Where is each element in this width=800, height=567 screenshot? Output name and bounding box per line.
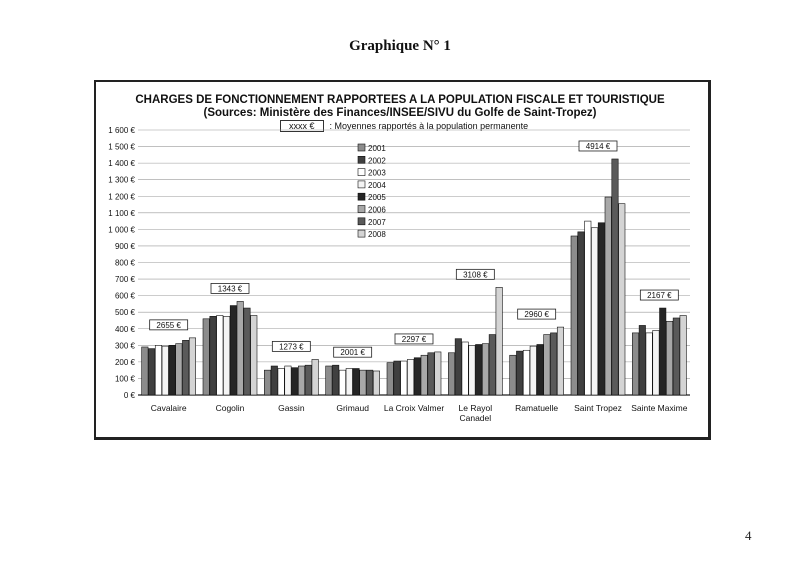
average-label: 2167 € (647, 291, 672, 301)
bar (571, 236, 577, 395)
legend-label: 2002 (368, 156, 386, 166)
bar (660, 308, 666, 395)
bar (271, 366, 277, 395)
bar (217, 316, 223, 396)
y-tick-label: 200 € (114, 357, 135, 367)
y-tick-label: 0 € (123, 391, 135, 400)
bar (373, 371, 379, 395)
bar (421, 355, 427, 395)
y-tick-label: 100 € (114, 374, 135, 384)
x-tick-label: Canadel (459, 413, 492, 423)
legend-swatch (358, 230, 365, 237)
bar (591, 228, 597, 395)
bar (639, 325, 645, 395)
page-title: Graphique N° 1 (349, 38, 451, 54)
bar (537, 344, 543, 395)
bar (394, 361, 400, 395)
bar (237, 301, 243, 395)
average-note-text: : Moyennes rapportés à la population permanente (329, 121, 529, 131)
bar (223, 316, 229, 395)
bar (264, 370, 270, 395)
legend-swatch (358, 156, 365, 163)
legend-swatch (358, 206, 365, 213)
average-label: 2960 € (524, 310, 549, 320)
bar (578, 232, 584, 395)
x-tick-label: La Croix Valmer (383, 403, 445, 413)
bar (346, 369, 352, 396)
legend-label: 2003 (368, 168, 386, 178)
bar (360, 370, 366, 395)
bar (142, 347, 148, 395)
bar (680, 316, 686, 396)
chart-subtitle: (Sources: Ministère des Finances/INSEE/SIVU du Golfe de Saint-Tropez) (203, 107, 597, 119)
bar (585, 221, 591, 395)
bar (632, 333, 638, 395)
bar (326, 366, 332, 395)
bar (619, 204, 625, 395)
bar (366, 370, 372, 395)
bar (182, 340, 188, 395)
bar (251, 316, 257, 396)
bar (476, 344, 482, 395)
legend-swatch (358, 169, 365, 176)
y-tick-label: 1 400 € (108, 159, 135, 169)
bar (435, 352, 441, 395)
x-tick-label: Saint Tropez (574, 403, 622, 413)
y-tick-label: 1 200 € (108, 192, 135, 202)
bar (510, 355, 516, 395)
y-tick-label: 800 € (114, 258, 135, 268)
average-label: 4914 € (585, 141, 611, 151)
x-tick-label: Cogolin (215, 403, 245, 413)
average-label: 2297 € (401, 334, 427, 344)
bar (523, 350, 529, 395)
bar (332, 365, 338, 395)
bar (598, 223, 604, 395)
bar (278, 369, 284, 396)
bar (162, 346, 168, 395)
y-tick-label: 500 € (114, 308, 135, 318)
bar (612, 159, 618, 395)
bar (653, 330, 659, 395)
bar (292, 368, 298, 395)
y-tick-label: 1 500 € (108, 142, 135, 152)
legend-label: 2008 (368, 230, 386, 240)
x-tick-label: Grimaud (336, 403, 369, 413)
legend-label: 2006 (368, 205, 386, 215)
legend-swatch (358, 193, 365, 200)
x-tick-label: Le Rayol (458, 403, 493, 413)
bar (557, 327, 563, 395)
bar (176, 344, 182, 395)
bar (189, 338, 195, 395)
y-tick-label: 900 € (114, 241, 135, 251)
bar (428, 353, 434, 395)
bar (530, 346, 536, 395)
bar (544, 335, 550, 395)
average-label: 3108 € (463, 270, 488, 280)
chart-title: CHARGES DE FONCTIONNEMENT RAPPORTEES A LA POPULATION FISCALE ET TOURISTIQUE (135, 94, 665, 106)
legend-swatch (358, 218, 365, 225)
bar (285, 366, 291, 395)
bar (148, 349, 154, 395)
bar (230, 306, 236, 395)
y-tick-label: 1 100 € (108, 208, 135, 218)
y-tick-label: 1 600 € (108, 126, 135, 135)
bar (155, 345, 161, 395)
bar (414, 358, 420, 395)
y-tick-label: 700 € (114, 275, 135, 285)
bar (203, 319, 209, 395)
x-tick-label: Cavalaire (150, 403, 187, 413)
bar (448, 353, 454, 395)
bar (482, 344, 488, 395)
bar (169, 345, 175, 395)
bar (666, 321, 672, 395)
x-tick-label: Ramatuelle (515, 403, 559, 413)
legend-swatch (358, 144, 365, 151)
y-tick-label: 400 € (114, 324, 135, 334)
bar (353, 369, 359, 396)
legend-label: 2005 (368, 193, 386, 203)
bar (305, 365, 311, 395)
bar (387, 363, 393, 395)
average-label: 1343 € (217, 284, 243, 294)
x-tick-label: Sainte Maxime (631, 403, 688, 413)
average-label: 2001 € (340, 348, 365, 358)
bar (605, 197, 611, 395)
y-tick-label: 1 300 € (108, 175, 135, 185)
bar (407, 359, 413, 395)
legend-label: 2004 (368, 180, 386, 190)
bar (550, 333, 556, 395)
bar (401, 361, 407, 395)
legend-label: 2001 (368, 144, 386, 153)
bar (469, 345, 475, 395)
bar (646, 333, 652, 395)
legend-label: 2007 (368, 217, 386, 227)
y-tick-label: 300 € (114, 341, 135, 351)
average-note-box: xxxx € (280, 120, 324, 132)
average-label: 1273 € (279, 342, 304, 352)
bar (489, 335, 495, 395)
bar (496, 287, 502, 395)
bar (339, 370, 345, 395)
bar (516, 351, 522, 395)
bar (298, 366, 304, 395)
bar (244, 308, 250, 395)
legend-swatch (358, 181, 365, 188)
average-label: 2655 € (156, 320, 181, 330)
x-tick-label: Gassin (278, 403, 305, 413)
bar (462, 342, 468, 395)
y-tick-label: 1 000 € (108, 225, 135, 235)
bar (455, 339, 461, 395)
bar (312, 359, 318, 395)
bar (210, 316, 216, 395)
bar (673, 318, 679, 395)
y-tick-label: 600 € (114, 291, 135, 301)
page-number: 4 (745, 528, 752, 543)
